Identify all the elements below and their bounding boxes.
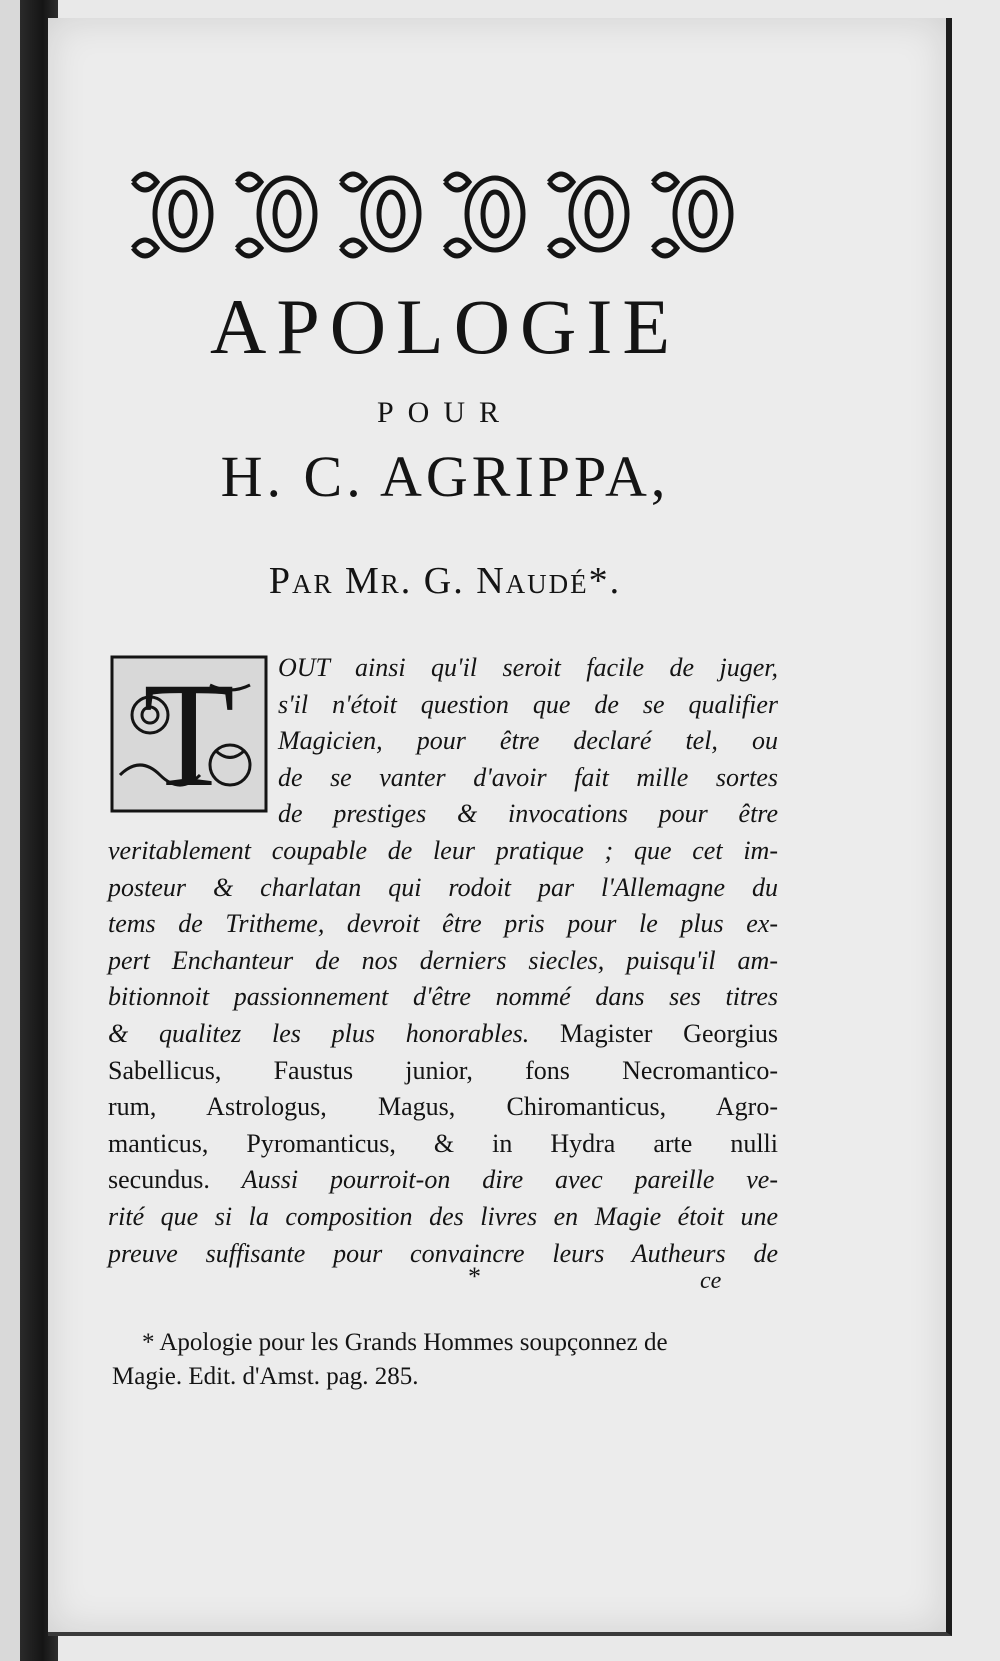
- title-subject: H. C. AGRIPPA,: [220, 444, 670, 509]
- ornament-motif: [237, 174, 315, 256]
- ornament-motif: [341, 174, 419, 256]
- text-line: OUT ainsi qu'il seroit facile de juger,: [278, 653, 778, 682]
- text-line: [108, 1162, 778, 1199]
- text-line: veritablement coupable de leur pratique ; que cet im-: [108, 835, 778, 865]
- text-line-italic-part: Aussi pourroit-on dire avec pareille ve-: [241, 1165, 779, 1195]
- facing-page-edge: [0, 0, 22, 1661]
- text-line: tems de Tritheme, devroit être pris pour le plus ex-: [108, 909, 778, 939]
- text-line: Sabellicus, Faustus junior, fons Necromantico-: [108, 1055, 778, 1085]
- text-line: rum, Astrologus, Magus, Chiromanticus, Agro-: [108, 1092, 778, 1122]
- text-line: posteur & charlatan qui rodoit par l'Allemagne du: [108, 872, 778, 902]
- ornament-motif: [133, 174, 211, 256]
- text-line-roman-part: Magister Georgius: [560, 1018, 779, 1048]
- text-line: rité que si la composition des livres en Magie étoit une: [108, 1201, 778, 1231]
- text-line: pert Enchanteur de nos derniers siecles, puisqu'il am-: [108, 945, 778, 975]
- title-pour: POUR: [376, 396, 514, 429]
- body-text: [108, 650, 778, 1272]
- text-line: s'il n'étoit question que de se qualifier: [278, 689, 778, 719]
- page-title: APOLOGIE: [210, 283, 680, 370]
- catchword: ce: [700, 1268, 722, 1294]
- ornament-motif: [549, 174, 627, 256]
- text-line: bitionnoit passionnement d'être nommé dans ses titres: [108, 982, 778, 1012]
- text-line-roman-part: secundus.: [108, 1165, 210, 1195]
- text-line: Magicien, pour être declaré tel, ou: [278, 726, 778, 756]
- text-line: de se vanter d'avoir fait mille sortes: [278, 762, 778, 792]
- footnote-line: Magie. Edit. d'Amst. pag. 285.: [112, 1363, 419, 1390]
- footnote-line: * Apologie pour les Grands Hommes soupçonnez de: [142, 1329, 668, 1356]
- ornament-motif: [445, 174, 523, 256]
- headpiece-ornament: [128, 162, 760, 267]
- text-line: manticus, Pyromanticus, & in Hydra arte nulli: [108, 1128, 778, 1158]
- footnote: [112, 1326, 782, 1394]
- text-line: de prestiges & invocations pour être: [278, 799, 778, 829]
- drop-cap-letter: T: [143, 655, 235, 813]
- text-line: preuve suffisante pour convaincre leurs Autheurs de: [108, 1238, 778, 1268]
- author-line: Par Mr. G. Naudé*.: [268, 560, 622, 602]
- text-line-italic-part: & qualitez les plus honorables.: [108, 1018, 530, 1048]
- signature-mark: *: [468, 1262, 481, 1291]
- text-line: [108, 1016, 778, 1053]
- ornament-motif: [653, 174, 731, 256]
